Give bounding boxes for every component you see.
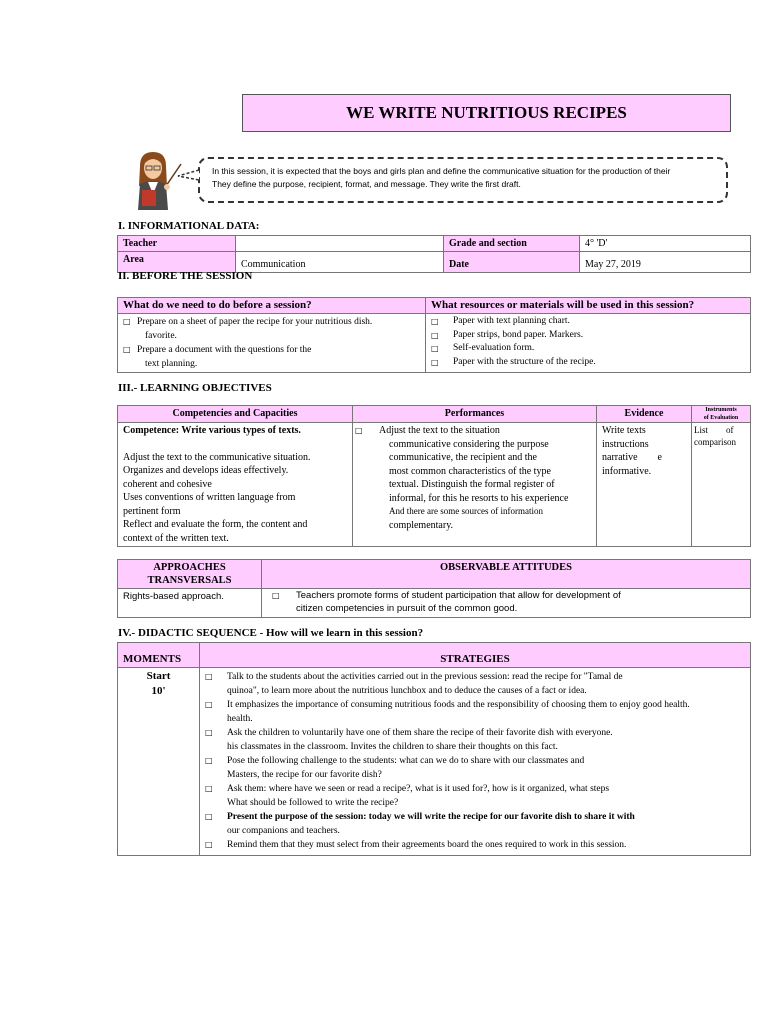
evidence-cell [597, 423, 692, 547]
section-4-heading: IV.- DIDACTIC SEQUENCE - How will we learn in this session? [118, 627, 424, 639]
strategy-line: □ Remind them that they must select from their agreements board the ones required to work in this session. [205, 840, 627, 850]
didactic-sequence-table [117, 642, 751, 856]
strategy-line: □ Ask the children to voluntarily have one of them share the recipe of their favorite dish with everyone. [205, 728, 613, 738]
area-label: Area [118, 252, 236, 273]
strategies-list [205, 670, 745, 853]
attitudes-col-header: OBSERVABLE ATTITUDES [262, 560, 751, 589]
strategy-item [205, 782, 745, 810]
bullet-icon: □ [205, 840, 213, 849]
strategy-line: Masters, the recipe for our favorite dish? [227, 769, 382, 780]
bullet-icon: □ [205, 812, 213, 821]
page-title: WE WRITE NUTRITIOUS RECIPES [242, 94, 731, 132]
before-session-table [117, 297, 751, 373]
capacity-line: coherent and cohesive [123, 478, 212, 490]
competence-title: Competence: Write various types of texts. [123, 425, 301, 436]
strategy-line: □ Present the purpose of the session: today we will write the recipe for our favorite dish to share it with [205, 812, 635, 822]
before-item-cont: text planning. [145, 358, 198, 369]
instruments-cell [692, 423, 751, 547]
resources-col-header: What resources or materials will be used in this session? [426, 298, 751, 314]
performance-line: textual. Distinguish the formal register of [389, 479, 555, 490]
moment-name: Start [146, 670, 171, 682]
strategy-item [205, 838, 745, 853]
evidence-line: instructions [602, 438, 649, 450]
grade-label: Grade and section [444, 236, 580, 252]
teacher-label: Teacher [118, 236, 236, 252]
attitude-cell [262, 589, 751, 618]
performance-line: communicative, the recipient and the [389, 452, 537, 463]
date-label: Date [444, 252, 580, 273]
strategy-line: □ Pose the following challenge to the students: what can we do to share with our classmates and [205, 756, 585, 766]
competencies-col-header: Competencies and Capacities [118, 406, 353, 423]
strategy-item [205, 726, 745, 754]
strategy-item [205, 698, 745, 726]
speech-pointer-icon [176, 168, 200, 182]
date-value: May 27, 2019 [580, 252, 751, 273]
instrument-line: comparison [694, 437, 736, 447]
bullet-icon: □ [205, 672, 213, 681]
capacity-line: Uses conventions of written language from [123, 492, 296, 503]
resource-item: □ Paper with the structure of the recipe. [431, 356, 745, 370]
strategy-line: □ Talk to the students about the activities carried out in the previous session: read the recipe for "Tamal de [205, 672, 623, 682]
strategy-line: his classmates in the classroom. Invites the children to share their thoughts on this fact. [227, 741, 558, 752]
performance-line: complementary. [389, 519, 454, 531]
strategy-line: our companions and teachers. [227, 825, 340, 836]
intro-speech-bubble [198, 157, 728, 203]
performance-line: □ Adjust the text to the situation [355, 425, 500, 436]
attitude-line: citizen competencies in pursuit of the common good. [296, 602, 518, 614]
moments-col-header: MOMENTS [118, 643, 200, 668]
strategy-line: □ It emphasizes the importance of consuming nutritious foods and the responsibility of choosing them to enjoy good health. [205, 700, 690, 710]
informational-data-table [117, 235, 751, 273]
performances-cell [353, 423, 597, 547]
learning-objectives-table [117, 405, 751, 547]
teacher-value [236, 236, 444, 252]
before-items-cell [118, 314, 426, 373]
approach-cell: Rights-based approach. [118, 589, 262, 618]
strategy-line: What should be followed to write the recipe? [227, 797, 399, 808]
strategy-item [205, 754, 745, 782]
before-item: □ Prepare on a sheet of paper the recipe for your nutritious dish. [123, 317, 373, 327]
evidence-col-header: Evidence [597, 406, 692, 423]
performance-line: communicative considering the purpose [389, 438, 549, 450]
attitude-line: □ Teachers promote forms of student participation that allow for development of [272, 590, 621, 601]
capacity-line: Reflect and evaluate the form, the content and [123, 519, 308, 530]
resource-item: □ Paper strips, bond paper. Markers. [431, 329, 745, 343]
area-value: Communication [236, 252, 444, 273]
bullet-icon: □ [205, 700, 213, 709]
performance-line: most common characteristics of the type [389, 465, 551, 477]
evidence-line: narrative e [602, 452, 662, 463]
bullet-icon: □ [205, 784, 213, 793]
grade-value: 4° 'D' [580, 236, 751, 252]
strategy-line: health. [227, 713, 253, 724]
evidence-line: informative. [602, 465, 652, 477]
instrument-line: List of [694, 425, 734, 435]
performances-col-header: Performances [353, 406, 597, 423]
section-3-heading: III.- LEARNING OBJECTIVES [118, 382, 272, 394]
intro-line-2: They define the purpose, recipient, format, and message. They write the first draft. [212, 179, 521, 189]
performance-line: And there are some sources of information [389, 506, 543, 516]
performance-line: informal, for this he resorts to his experience [389, 492, 569, 504]
intro-line-1: In this session, it is expected that the boys and girls plan and define the communicative situation for the production of their [212, 166, 671, 176]
section-1-heading: I. INFORMATIONAL DATA: [118, 220, 260, 232]
approaches-table [117, 559, 751, 618]
before-item: □ Prepare a document with the questions for the [123, 345, 312, 355]
capacity-line: Organizes and develops ideas effectively. [123, 465, 289, 476]
approaches-col-header: APPROACHES TRANSVERSALS [118, 560, 262, 589]
strategy-line: □ Ask them: where have we seen or read a recipe?, what is it used for?, how is it organized, what steps [205, 784, 610, 794]
resource-item: □ Self-evaluation form. [431, 342, 745, 356]
moment-time: 10' [151, 685, 166, 697]
strategy-line: quinoa", to learn more about the nutritious lunchbox and to deduce the causes of a fact or idea. [227, 685, 587, 696]
strategy-item [205, 670, 745, 698]
strategies-col-header: STRATEGIES [200, 643, 751, 668]
strategy-item [205, 810, 745, 838]
resources-cell [426, 314, 751, 373]
section-2-heading: II. BEFORE THE SESSION [118, 270, 253, 282]
capacity-line: context of the written text. [123, 532, 229, 544]
before-item-cont: favorite. [145, 330, 177, 341]
capacity-line: Adjust the text to the communicative situation. [123, 451, 311, 463]
competencies-cell [118, 423, 353, 547]
bullet-icon: □ [205, 756, 213, 765]
moment-cell [118, 668, 200, 856]
instruments-col-header: Instruments of Evaluation [692, 406, 751, 423]
resources-list [431, 315, 745, 369]
capacity-line: pertinent form [123, 505, 181, 517]
evidence-line: Write texts [602, 425, 646, 436]
bullet-icon: □ [205, 728, 213, 737]
before-col-header: What do we need to do before a session? [118, 298, 426, 314]
strategies-cell [200, 668, 751, 856]
resource-item: □ Paper with text planning chart. [431, 315, 745, 329]
